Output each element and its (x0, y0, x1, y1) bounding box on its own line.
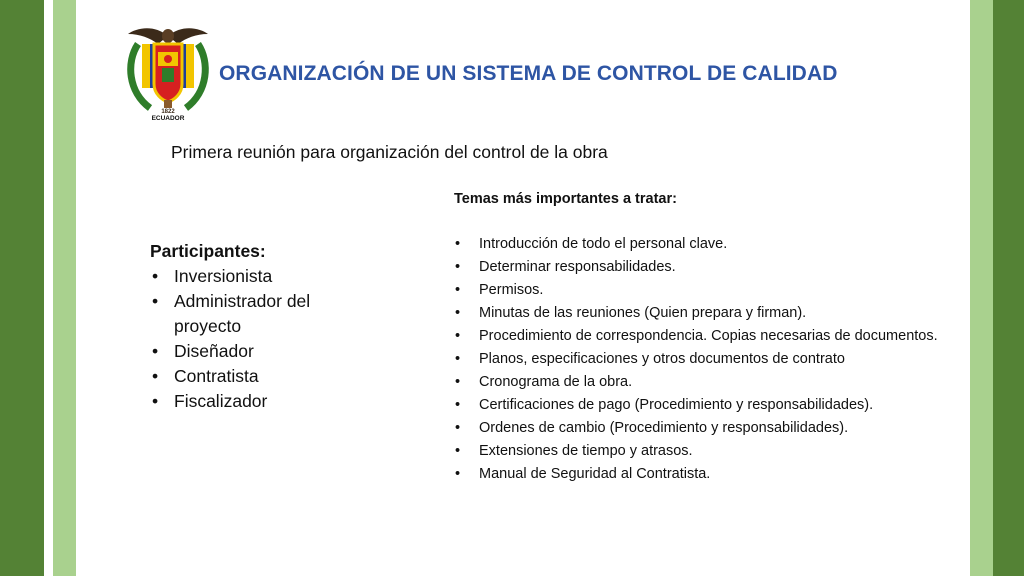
list-item: • Permisos. (454, 279, 966, 302)
list-item: • Procedimiento de correspondencia. Copias necesarias de documentos. (454, 325, 966, 348)
topics-section (454, 188, 966, 486)
page-subtitle: Primera reunión para organización del control de la obra (171, 142, 608, 162)
list-item: • Ordenes de cambio (Procedimiento y responsabilidades). (454, 417, 966, 440)
right-dark-stripe (993, 0, 1024, 576)
logo-label: ECUADOR (151, 115, 185, 122)
list-item: • Administrador del proyecto (150, 289, 350, 339)
participants-heading: Participantes: (150, 241, 266, 261)
topics-list (454, 233, 966, 486)
participants-list (150, 264, 350, 414)
list-item: • Manual de Seguridad al Contratista. (454, 463, 966, 486)
logo-year: 1822 (161, 109, 175, 115)
list-item: • Certificaciones de pago (Procedimiento y responsabilidades). (454, 394, 966, 417)
list-item: • Extensiones de tiempo y atrasos. (454, 440, 966, 463)
list-item: • Inversionista (150, 264, 350, 289)
list-item: • Contratista (150, 364, 350, 389)
right-light-stripe (970, 0, 993, 576)
list-item: • Diseñador (150, 339, 350, 364)
page-title: ORGANIZACIÓN DE UN SISTEMA DE CONTROL DE CALIDAD (219, 62, 838, 85)
list-item: • Determinar responsabilidades. (454, 256, 966, 279)
left-dark-stripe (0, 0, 44, 576)
list-item: • Minutas de las reuniones (Quien prepara y firman). (454, 302, 966, 325)
coat-of-arms-icon (124, 22, 212, 122)
topics-heading: Temas más importantes a tratar: (454, 191, 677, 207)
left-light-stripe (53, 0, 76, 576)
participants-section (150, 239, 350, 414)
list-item: • Planos, especificaciones y otros documentos de contrato (454, 348, 966, 371)
list-item: • Fiscalizador (150, 389, 350, 414)
list-item: • Cronograma de la obra. (454, 371, 966, 394)
list-item: • Introducción de todo el personal clave. (454, 233, 966, 256)
